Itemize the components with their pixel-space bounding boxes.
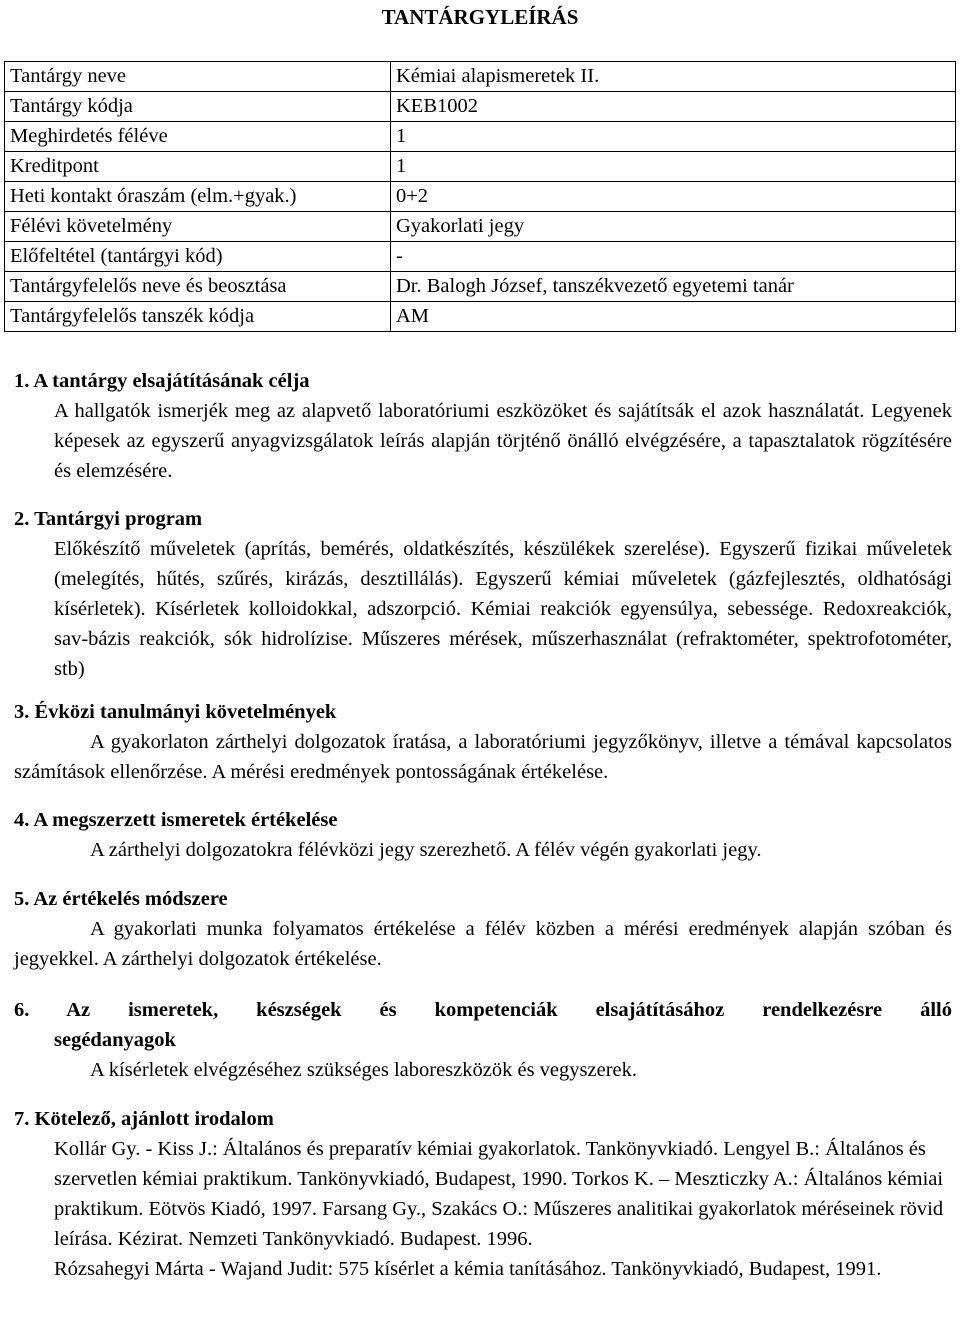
- section-evaluation: [14, 805, 952, 865]
- section-text: A zárthelyi dolgozatokra félévközi jegy szerezhető. A félév végén gyakorlati jegy.: [90, 839, 762, 861]
- table-row: [5, 212, 956, 242]
- section-heading-continued: segédanyagok: [54, 1029, 176, 1051]
- info-label: Meghirdetés féléve: [5, 122, 391, 152]
- info-label: Előfeltétel (tantárgyi kód): [5, 242, 391, 272]
- info-label: Tantárgyfelelős tanszék kódja: [5, 302, 391, 332]
- section-heading: 5. Az értékelés módszere: [14, 888, 228, 910]
- section-requirements: [14, 697, 952, 787]
- section-heading: 1. A tantárgy elsajátításának célja: [14, 370, 310, 392]
- info-label: Heti kontakt óraszám (elm.+gyak.): [5, 182, 391, 212]
- info-value: 1: [391, 152, 956, 182]
- info-label: Tantárgy kódja: [5, 92, 391, 122]
- table-row: [5, 92, 956, 122]
- section-text: A hallgatók ismerjék meg az alapvető laboratóriumi eszközöket és sajátítsák el azok használatát. Legyenek képesek az egyszerű anyagvizsgálatok leírás alapján törjténő önálló elvégzésére, a tapasztalatok rögzítésére és elemzésére.: [54, 400, 952, 482]
- section-method: [14, 884, 952, 974]
- info-value: Gyakorlati jegy: [391, 212, 956, 242]
- section-materials: [14, 995, 952, 1085]
- info-value: 0+2: [391, 182, 956, 212]
- section-heading: 4. A megszerzett ismeretek értékelése: [14, 809, 338, 831]
- info-value: Kémiai alapismeretek II.: [391, 62, 956, 92]
- table-row: [5, 122, 956, 152]
- info-value: AM: [391, 302, 956, 332]
- section-goal: [14, 366, 952, 486]
- reference-item: Rózsahegyi Márta - Wajand Judit: 575 kísérlet a kémia tanításához. Tankönyvkiadó, Budapest, 1991.: [54, 1258, 882, 1280]
- info-value: Dr. Balogh József, tanszékvezető egyetemi tanár: [391, 272, 956, 302]
- info-label: Félévi követelmény: [5, 212, 391, 242]
- table-row: [5, 242, 956, 272]
- info-label: Tantárgy neve: [5, 62, 391, 92]
- info-value: -: [391, 242, 956, 272]
- reference-item: Kollár Gy. - Kiss J.: Általános és preparatív kémiai gyakorlatok. Tankönyvkiadó. Lengyel B.: Általános és szervetlen kémiai praktikum. Tankönyvkiadó, Budapest, 1990. Torkos K. – Meszticzky A.: Általános kémiai praktikum. Eötvös Kiadó, 1997. Farsang Gy., Szakács O.: Műszeres analitikai gyakorlatok méréseinek rövid leírása. Kézirat. Nemzeti Tankönyvkiadó. Budapest. 1996.: [54, 1138, 944, 1250]
- page-title: TANTÁRGYLEÍRÁS: [381, 5, 579, 29]
- table-row: [5, 272, 956, 302]
- table-row: [5, 152, 956, 182]
- section-heading: 7. Kötelező, ajánlott irodalom: [14, 1108, 274, 1130]
- info-label: Kreditpont: [5, 152, 391, 182]
- info-value: 1: [391, 122, 956, 152]
- section-heading: 6. Az ismeretek, készségek és kompetenciák elsajátításához rendelkezésre álló: [14, 999, 952, 1021]
- table-row: [5, 62, 956, 92]
- course-info-table: [4, 61, 956, 332]
- table-row: [5, 302, 956, 332]
- section-text: A gyakorlaton zárthelyi dolgozatok íratása, a laboratóriumi jegyzőkönyv, illetve a témával kapcsolatos számítások ellenőrzése. A mérési eredmények pontosságának értékelése.: [14, 731, 952, 783]
- section-heading: 2. Tantárgyi program: [14, 508, 203, 530]
- table-row: [5, 182, 956, 212]
- info-value: KEB1002: [391, 92, 956, 122]
- section-literature: [14, 1104, 952, 1284]
- section-text: Előkészítő műveletek (aprítás, bemérés, oldatkészítés, készülékek szerelése). Egyszerű fizikai műveletek (melegítés, hűtés, szűrés, kirázás, desztillálás). Egyszerű kémiai műveletek (gázfejlesztés, oldhatósági kísérletek). Kísérletek kolloidokkal, adszorpció. Kémiai reakciók egyensúlya, sebessége. Redoxreakciók, sav-bázis reakciók, sók hidrolízise. Műszeres mérések, műszerhasználat (refraktométer, spektrofotométer, stb): [54, 538, 952, 680]
- section-text: A kísérletek elvégzéséhez szükséges laboreszközök és vegyszerek.: [90, 1059, 638, 1081]
- info-label: Tantárgyfelelős neve és beosztása: [5, 272, 391, 302]
- section-text: A gyakorlati munka folyamatos értékelése a félév közben a mérési eredmények alapján szóban és jegyekkel. A zárthelyi dolgozatok értékelése.: [14, 918, 952, 970]
- section-heading: 3. Évközi tanulmányi követelmények: [14, 701, 337, 723]
- section-program: [14, 504, 952, 684]
